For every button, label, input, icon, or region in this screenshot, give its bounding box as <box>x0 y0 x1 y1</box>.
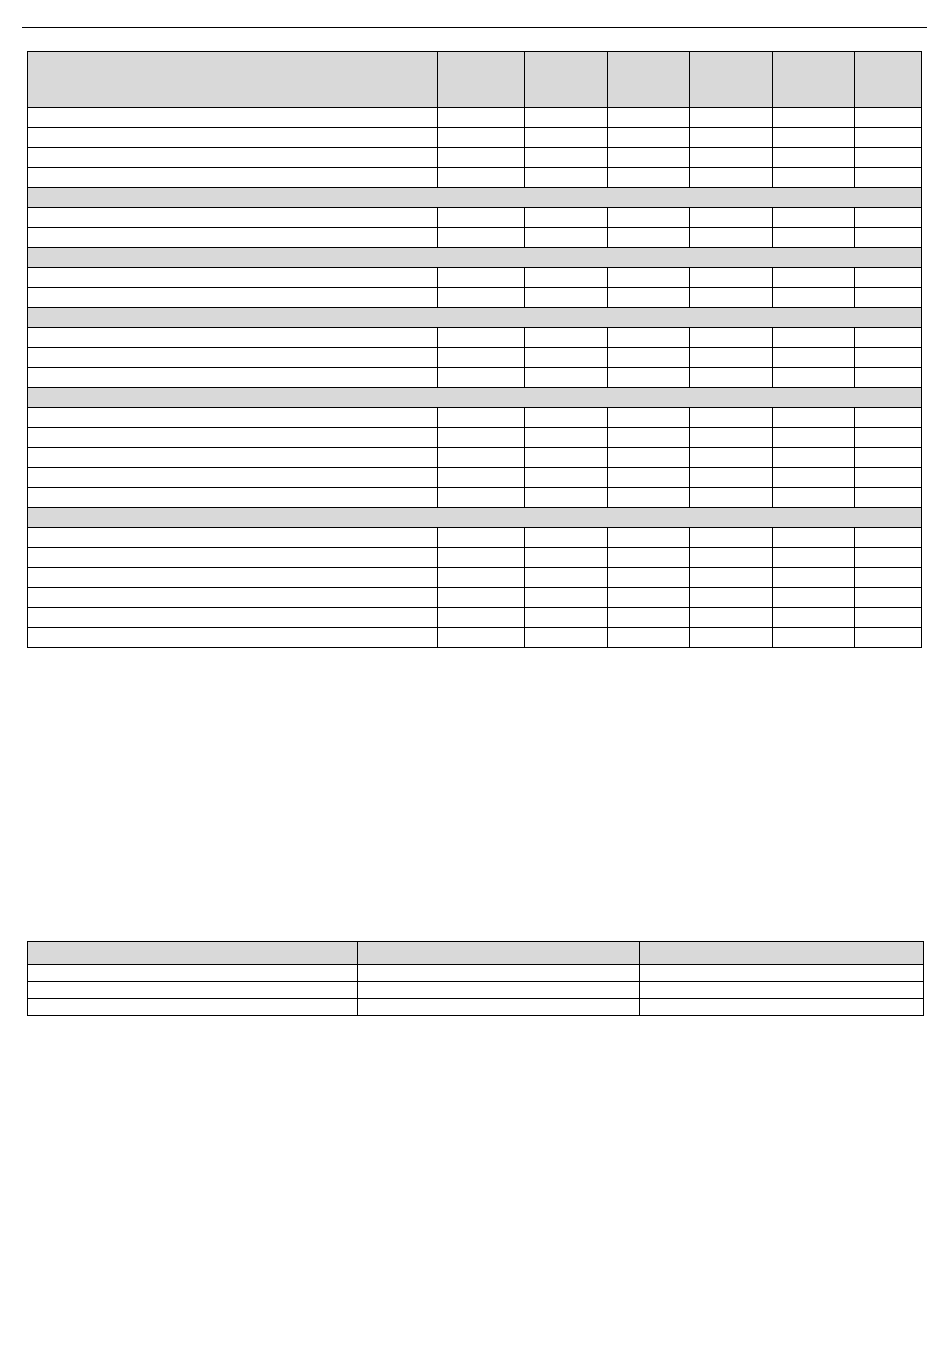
table-row <box>28 588 922 608</box>
table-row <box>28 548 922 568</box>
page-top-rule <box>22 27 927 28</box>
table-row <box>28 128 922 148</box>
table-cell <box>773 148 855 168</box>
table-cell <box>608 148 690 168</box>
table-cell <box>690 628 773 648</box>
main-table-header-cell <box>525 52 608 108</box>
table-cell <box>608 328 690 348</box>
table-cell <box>525 168 608 188</box>
table-cell <box>28 528 438 548</box>
table-cell <box>855 148 922 168</box>
main-table-header-cell <box>28 52 438 108</box>
table-row <box>28 108 922 128</box>
table-cell <box>855 288 922 308</box>
table-cell <box>855 488 922 508</box>
main-table-header-cell <box>855 52 922 108</box>
table-cell <box>525 628 608 648</box>
table-cell <box>438 168 525 188</box>
main-table-header-row <box>28 52 922 108</box>
table-cell <box>438 528 525 548</box>
table-cell <box>438 268 525 288</box>
table-cell <box>525 268 608 288</box>
table-section-row <box>28 248 922 268</box>
table-cell <box>690 168 773 188</box>
table-cell <box>438 328 525 348</box>
table-cell <box>358 982 640 999</box>
table-cell <box>690 228 773 248</box>
table-cell <box>773 428 855 448</box>
table-row <box>28 348 922 368</box>
table-cell <box>28 168 438 188</box>
table-cell <box>690 548 773 568</box>
table-cell <box>608 428 690 448</box>
table-cell <box>525 328 608 348</box>
table-row <box>28 408 922 428</box>
table-cell <box>525 448 608 468</box>
table-cell <box>608 548 690 568</box>
table-cell <box>525 528 608 548</box>
table-cell <box>438 128 525 148</box>
table-row <box>28 268 922 288</box>
table-cell <box>855 128 922 148</box>
table-cell <box>690 528 773 548</box>
table-row <box>28 628 922 648</box>
table-cell <box>608 448 690 468</box>
table-cell <box>773 208 855 228</box>
table-cell <box>608 488 690 508</box>
table-cell <box>773 628 855 648</box>
table-cell <box>773 288 855 308</box>
table-row <box>28 999 924 1016</box>
table-cell <box>438 208 525 228</box>
main-table-header-cell <box>438 52 525 108</box>
table-cell <box>690 408 773 428</box>
table-cell <box>28 288 438 308</box>
table-cell <box>438 628 525 648</box>
table-cell <box>690 288 773 308</box>
table-cell <box>640 965 924 982</box>
table-cell <box>28 628 438 648</box>
table-row <box>28 148 922 168</box>
table-section-row <box>28 188 922 208</box>
table-cell <box>690 368 773 388</box>
table-cell <box>438 368 525 388</box>
table-cell <box>608 588 690 608</box>
table-cell <box>438 488 525 508</box>
table-cell <box>855 108 922 128</box>
table-cell <box>690 148 773 168</box>
section-label <box>28 248 922 268</box>
table-cell <box>690 428 773 448</box>
table-cell <box>855 568 922 588</box>
table-section-row <box>28 308 922 328</box>
table-cell <box>28 348 438 368</box>
table-row <box>28 288 922 308</box>
table-cell <box>855 328 922 348</box>
table-cell <box>608 628 690 648</box>
table-cell <box>28 408 438 428</box>
second-table-header-cell <box>28 942 358 965</box>
table-cell <box>773 568 855 588</box>
table-cell <box>438 548 525 568</box>
table-cell <box>28 448 438 468</box>
table-cell <box>690 488 773 508</box>
table-cell <box>690 348 773 368</box>
table-cell <box>525 608 608 628</box>
table-cell <box>608 208 690 228</box>
table-cell <box>690 108 773 128</box>
table-cell <box>525 568 608 588</box>
table-cell <box>773 368 855 388</box>
table-cell <box>28 148 438 168</box>
table-section-row <box>28 388 922 408</box>
table-cell <box>525 408 608 428</box>
main-table-header-cell <box>690 52 773 108</box>
table-cell <box>690 328 773 348</box>
table-cell <box>690 448 773 468</box>
table-cell <box>690 568 773 588</box>
table-cell <box>438 588 525 608</box>
table-cell <box>28 328 438 348</box>
table-cell <box>690 268 773 288</box>
table-cell <box>28 368 438 388</box>
table-cell <box>855 368 922 388</box>
table-cell <box>773 408 855 428</box>
table-cell <box>773 348 855 368</box>
table-cell <box>855 408 922 428</box>
table-cell <box>525 348 608 368</box>
table-cell <box>773 228 855 248</box>
table-cell <box>525 588 608 608</box>
table-cell <box>28 982 358 999</box>
main-table-header-cell <box>608 52 690 108</box>
table-row <box>28 228 922 248</box>
main-table-header-cell <box>773 52 855 108</box>
table-row <box>28 982 924 999</box>
table-cell <box>438 348 525 368</box>
table-cell <box>525 228 608 248</box>
table-cell <box>640 999 924 1016</box>
table-cell <box>28 568 438 588</box>
table-cell <box>525 288 608 308</box>
table-cell <box>438 468 525 488</box>
table-cell <box>358 999 640 1016</box>
table-cell <box>855 608 922 628</box>
table-row <box>28 528 922 548</box>
table-cell <box>855 548 922 568</box>
table-cell <box>608 228 690 248</box>
table-cell <box>28 608 438 628</box>
second-table-header-cell <box>640 942 924 965</box>
table-cell <box>28 468 438 488</box>
table-cell <box>608 408 690 428</box>
table-cell <box>438 448 525 468</box>
second-table <box>27 941 924 1016</box>
table-cell <box>525 468 608 488</box>
section-label <box>28 388 922 408</box>
table-cell <box>855 428 922 448</box>
table-cell <box>773 528 855 548</box>
table-cell <box>28 488 438 508</box>
table-cell <box>28 228 438 248</box>
table-cell <box>773 468 855 488</box>
table-cell <box>855 168 922 188</box>
table-cell <box>438 108 525 128</box>
table-cell <box>28 108 438 128</box>
table-cell <box>28 588 438 608</box>
table-cell <box>525 108 608 128</box>
table-cell <box>525 488 608 508</box>
table-cell <box>608 608 690 628</box>
table-cell <box>690 208 773 228</box>
table-row <box>28 448 922 468</box>
table-cell <box>608 268 690 288</box>
table-cell <box>525 148 608 168</box>
table-cell <box>438 568 525 588</box>
second-table-header-row <box>28 942 924 965</box>
table-cell <box>690 128 773 148</box>
table-cell <box>608 348 690 368</box>
main-table <box>27 51 922 648</box>
table-cell <box>438 228 525 248</box>
table-cell <box>773 548 855 568</box>
table-cell <box>640 982 924 999</box>
table-cell <box>525 208 608 228</box>
table-cell <box>855 588 922 608</box>
table-row <box>28 608 922 628</box>
table-cell <box>855 348 922 368</box>
table-row <box>28 168 922 188</box>
table-cell <box>28 428 438 448</box>
table-cell <box>773 328 855 348</box>
table-cell <box>855 448 922 468</box>
table-cell <box>773 168 855 188</box>
table-cell <box>773 268 855 288</box>
table-cell <box>28 965 358 982</box>
table-cell <box>608 128 690 148</box>
table-cell <box>773 588 855 608</box>
table-cell <box>608 568 690 588</box>
table-row <box>28 488 922 508</box>
table-cell <box>855 228 922 248</box>
table-cell <box>525 128 608 148</box>
table-cell <box>608 168 690 188</box>
table-cell <box>608 368 690 388</box>
table-cell <box>855 268 922 288</box>
table-row <box>28 965 924 982</box>
table-cell <box>438 288 525 308</box>
table-cell <box>28 999 358 1016</box>
table-cell <box>28 128 438 148</box>
table-row <box>28 208 922 228</box>
table-cell <box>855 208 922 228</box>
section-label <box>28 508 922 528</box>
table-cell <box>608 288 690 308</box>
table-cell <box>690 468 773 488</box>
table-section-row <box>28 508 922 528</box>
table-cell <box>525 368 608 388</box>
table-cell <box>773 608 855 628</box>
table-cell <box>855 528 922 548</box>
table-cell <box>855 628 922 648</box>
table-cell <box>525 548 608 568</box>
table-row <box>28 428 922 448</box>
table-cell <box>438 428 525 448</box>
table-cell <box>438 608 525 628</box>
table-cell <box>773 488 855 508</box>
table-cell <box>28 208 438 228</box>
table-cell <box>608 108 690 128</box>
table-cell <box>773 108 855 128</box>
table-cell <box>438 408 525 428</box>
table-cell <box>608 468 690 488</box>
table-row <box>28 328 922 348</box>
table-cell <box>773 128 855 148</box>
section-label <box>28 188 922 208</box>
table-cell <box>608 528 690 548</box>
table-row <box>28 368 922 388</box>
second-table-header-cell <box>358 942 640 965</box>
table-cell <box>525 428 608 448</box>
table-row <box>28 468 922 488</box>
table-cell <box>28 548 438 568</box>
table-row <box>28 568 922 588</box>
table-cell <box>438 148 525 168</box>
table-cell <box>690 608 773 628</box>
section-label <box>28 308 922 328</box>
table-cell <box>690 588 773 608</box>
table-cell <box>773 448 855 468</box>
table-cell <box>358 965 640 982</box>
table-cell <box>28 268 438 288</box>
table-cell <box>855 468 922 488</box>
